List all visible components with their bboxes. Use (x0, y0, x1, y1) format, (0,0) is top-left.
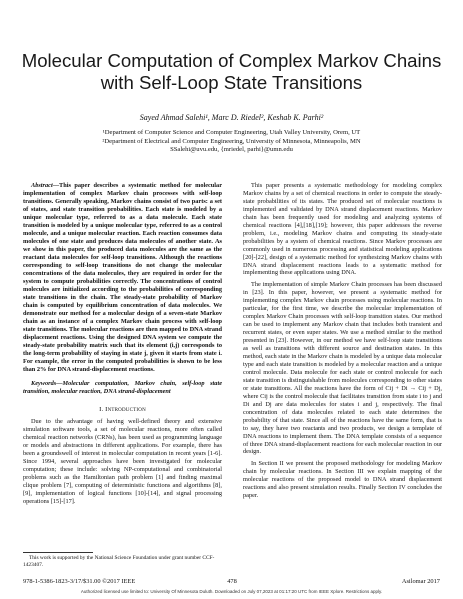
section-heading-introduction: I. Introduction (99, 406, 146, 413)
paper-title (20, 50, 443, 94)
title-line-2: with Self-Loop State Transitions (100, 72, 363, 93)
keywords: Keywords—Molecular computation, Markov chain, self-loop state transition, molecular reaction, DNA strand-displacement (23, 380, 222, 395)
copyright-line: 978-1-5386-1823-3/17/$31.00 ©2017 IEEE (23, 578, 136, 585)
venue-name: Asilomar 2017 (401, 578, 440, 585)
affiliation-1: ¹Department of Computer Science and Computer Engineering, Utah Valley University, Orem, UT (102, 129, 361, 136)
funding-footnote: This work is supported by the National Science Foundation under grant number CCF-1423407. (23, 555, 215, 568)
right-column (243, 182, 442, 500)
author-emails: SSalehi@uvu.edu, {mriedel, parhi}@umn.edu (170, 146, 293, 154)
intro-paragraph-1: Due to the advantage of having well-defined theory and extensive simulation software tools, a set of molecular reactions, more often called chemical reaction networks (CRNs), has been used as programming language or models and abstractions in different applications. For example, there has been a groundswell of interest in molecular computation in recent years [1-6]. Since 1994, several approaches have been investigated for molecular computation; these include: solving NP-computational and combinatorial problems such as the Hamiltonian path problem [1] and finding maximal clique problem [7], computing of deterministic functions and algorithms [8], [9], implementation of logical functions [10]-[14], and signal processing operations [15]-[17]. (23, 418, 222, 505)
page-number: 478 (227, 578, 237, 585)
body-paragraph-2: The implementation of simple Markov Chain processes has been discussed in [23]. In this paper, however, we present a systematic method for implementing complex Markov chain processes using molecular reactions. In particular, for the first time, we describe the molecular implementation of complex Markov Chain processes with self-loop transition states. Our method can be used to implement any Markov chain that includes both transient and recurrent states, or even super states. We use a method similar to the method presented in [23]. However, in our method we have self-loop state transitions as well as transitions with different source and destination states. In this method, each state in the Markov chain is modeled by a unique data molecular type and each state transition is modeled by a molecular reaction and a unique control molecule. Data molecule for each state or control molecule for each state transition is distinguishable from molecules corresponding to other states or state transitions. All the reactions have the form of Cij + Di → Cij + Dj, where Cij is the control molecule that facilitates transition from state i to j and Di and Dj are data molecules for states i and j, respectively. The final concentration of data molecules related to each state determines the probability of that state. Since all of the reactions have the same form, that is to say, they have two reactants and two products, we design a template of DNA reactions to implement them. The DNA template consists of a sequence of three DNA strand-displacement reactions for each molecular reaction in our design. (243, 281, 442, 456)
affiliations (20, 129, 443, 155)
author-list: Sayed Ahmad Salehi¹, Marc D. Riedel², Keshab K. Parhi² (139, 113, 324, 122)
body-paragraph-1: This paper presents a systematic methodology for modeling complex Markov chains by a set of chemical reactions in order to compute the steady-state probabilities of its states. The produced set of molecular reactions is implemented and validated by DNA strand displacement reactions. Markov chain has been frequently used for modeling and analyzing systems of chemical reactions [4],[18],[19]; however, this paper addresses the reverse problem, i.e., modeling Markov chains and computing its steady-state probabilities by a system of chemical reactions. Since Markov processes are commonly used in numerous processing and statistical modeling applications [20]-[22], design of a systematic method for synthesizing Markov chains with DNA strand displacement reactions leads to a systematic method for implementing these applications using DNA. (243, 182, 442, 277)
abstract-body: —This paper describes a systematic method for molecular implementation of complex Markov chain processes with self-loop transitions. Generally speaking, Markov chains consist of two parts: a set of states, and state transition probabilities. Each state is modeled by a unique molecular type, referred to as a data molecule. Each state transition is modeled by a unique molecular type, referred to as a control molecule, and a unique molecular reaction. Each reaction consumes data molecules of one state and produces data molecules of another state. As we show in this paper, the produced data molecules are the same as the reactant data molecules for self-loop transitions. Although the reactions corresponding to self-loop transitions do not change the molecular concentrations of the data molecules, they are required in order for the system to compute probabilities correctly. The concentrations of control molecules are initialized according to the probabilities of corresponding state transitions in the chain. The steady-state probability of Markov chain is computed by equilibrium concentration of data molecules. We demonstrate our method for a molecular design of a seven-state Markov chain as an instance of a complex Markov chain process with self-loop state transitions. The molecular reactions are then mapped to DNA strand displacement reactions. Using the designed DNA system we compute the steady-state probability matrix such that its element (i,j) corresponds to the long-term probability of staying in state j, given it starts from state i. For example, the error in the computed probabilities is shown to be less than 2% for DNA strand-displacement reactions. (23, 182, 222, 373)
affiliation-2: ²Department of Electrical and Computer Engineering, University of Minnesota, Minneapolis, MN (102, 137, 361, 145)
left-column (23, 182, 222, 505)
license-notice: Authorized licensed use limited to: University Of Minnesota Duluth. Downloaded on July 07,2023 at 01:17:20 UTC from IEEE Xplore. Restrictions apply. (80, 589, 383, 594)
abstract (23, 182, 222, 374)
abstract-lead: Abstract (31, 182, 53, 189)
body-paragraph-3: In Section II we present the proposed methodology for modeling Markov chain by molecular reactions. In Section III we explain mapping of the molecular reactions of the proposed model to DNA strand displacement reactions and also present simulation results. Finally Section IV concludes the paper. (243, 460, 442, 500)
footnote-divider (23, 552, 93, 553)
title-line-1: Molecular Computation of Complex Markov Chains (21, 50, 442, 71)
